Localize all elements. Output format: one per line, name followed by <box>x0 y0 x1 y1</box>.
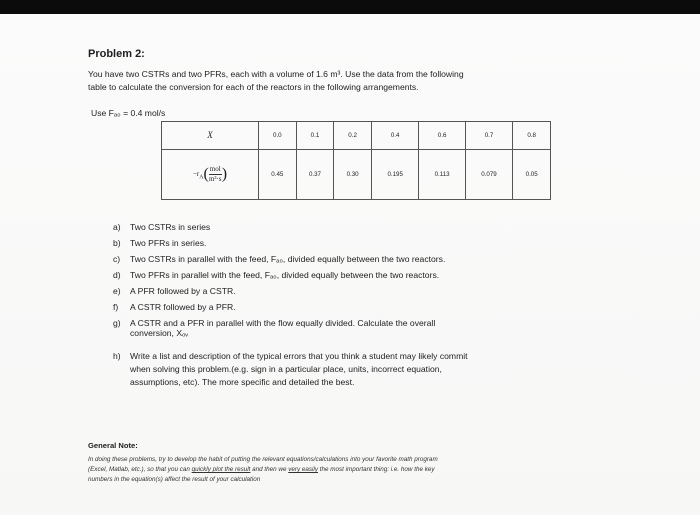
rate-value-cell: 0.05 <box>513 149 551 199</box>
x-header-cell: X <box>162 122 259 150</box>
rate-row <box>162 149 551 199</box>
rate-header-cell: $-r_A$( $\frac{\text{mol}}{\text{m³·s}}$ ) <box>162 149 259 199</box>
rate-value-cell: 0.113 <box>419 149 465 199</box>
rate-value-cell: 0.30 <box>334 149 372 199</box>
problem-title: Problem 2: <box>88 48 145 60</box>
note-line-2: (Excel, Matlab, etc.), so that you can quickly plot the result and then we very easily the most important thing: i.e. how the key <box>88 466 435 473</box>
problem-intro <box>88 68 464 94</box>
x-value-cell: 0.1 <box>296 122 334 150</box>
intro-line-1: You have two CSTRs and two PFRs, each with a volume of 1.6 m³. Use the data from the following <box>88 69 464 79</box>
x-value-cell: 0.8 <box>513 122 551 150</box>
x-value-cell: 0.7 <box>465 122 513 150</box>
list-item: a) Two CSTRs in series <box>113 222 211 232</box>
rate-unit-fraction <box>209 165 222 184</box>
feed-rate-line: Use Fₐ₀ = 0.4 mol/s <box>91 108 166 118</box>
rate-unit-denominator: m³·s <box>208 174 222 183</box>
x-value-cell: 0.0 <box>259 122 297 150</box>
general-note-text <box>88 455 438 485</box>
rate-symbol: −r <box>192 169 200 178</box>
rate-value-cell: 0.45 <box>259 149 297 199</box>
intro-line-2: table to calculate the conversion for each of the reactors in the following arrangements. <box>88 82 419 92</box>
rate-value-cell: 0.37 <box>296 149 334 199</box>
x-value-cell: 0.6 <box>419 122 465 150</box>
list-item: h) Write a list and description of the typical errors that you think a student may likely commit when solving this problem.(e.g. sign in a particular place, units, incorrect equation, assumptions, etc). The more specific and detailed the best. <box>113 351 468 387</box>
data-table <box>161 121 551 200</box>
x-value-cell: 0.4 <box>371 122 419 150</box>
note-underlined-phrase: very easily <box>288 466 318 473</box>
x-row <box>162 122 551 150</box>
rate-unit-numerator: mol <box>209 164 221 173</box>
list-item: c) Two CSTRs in parallel with the feed, Fₐ₀, divided equally between the two reactors. <box>113 254 446 264</box>
rate-value-cell: 0.079 <box>465 149 513 199</box>
rate-value-cell: 0.195 <box>371 149 419 199</box>
top-dark-bar <box>0 0 700 14</box>
list-item: d) Two PFRs in parallel with the feed, Fₐ₀, divided equally between the two reactors. <box>113 270 440 280</box>
note-underlined-phrase: quickly plot the result <box>191 466 251 473</box>
list-item: g) A CSTR and a PFR in parallel with the flow equally divided. Calculate the overall conversion, Xₒᵥ <box>113 318 436 338</box>
list-item: e) A PFR followed by a CSTR. <box>113 286 236 296</box>
rate-subscript: A <box>199 174 204 181</box>
note-line-3: numbers in the equation(s) affect the result of your calculation <box>88 476 261 483</box>
list-item: b) Two PFRs in series. <box>113 238 207 248</box>
note-line-1: In doing these problems, try to develop the habit of putting the relevant equations/calculations into your favorite math program <box>88 456 438 463</box>
list-item: f) A CSTR followed by a PFR. <box>113 302 236 312</box>
x-value-cell: 0.2 <box>334 122 372 150</box>
general-note-heading: General Note: <box>88 441 138 450</box>
